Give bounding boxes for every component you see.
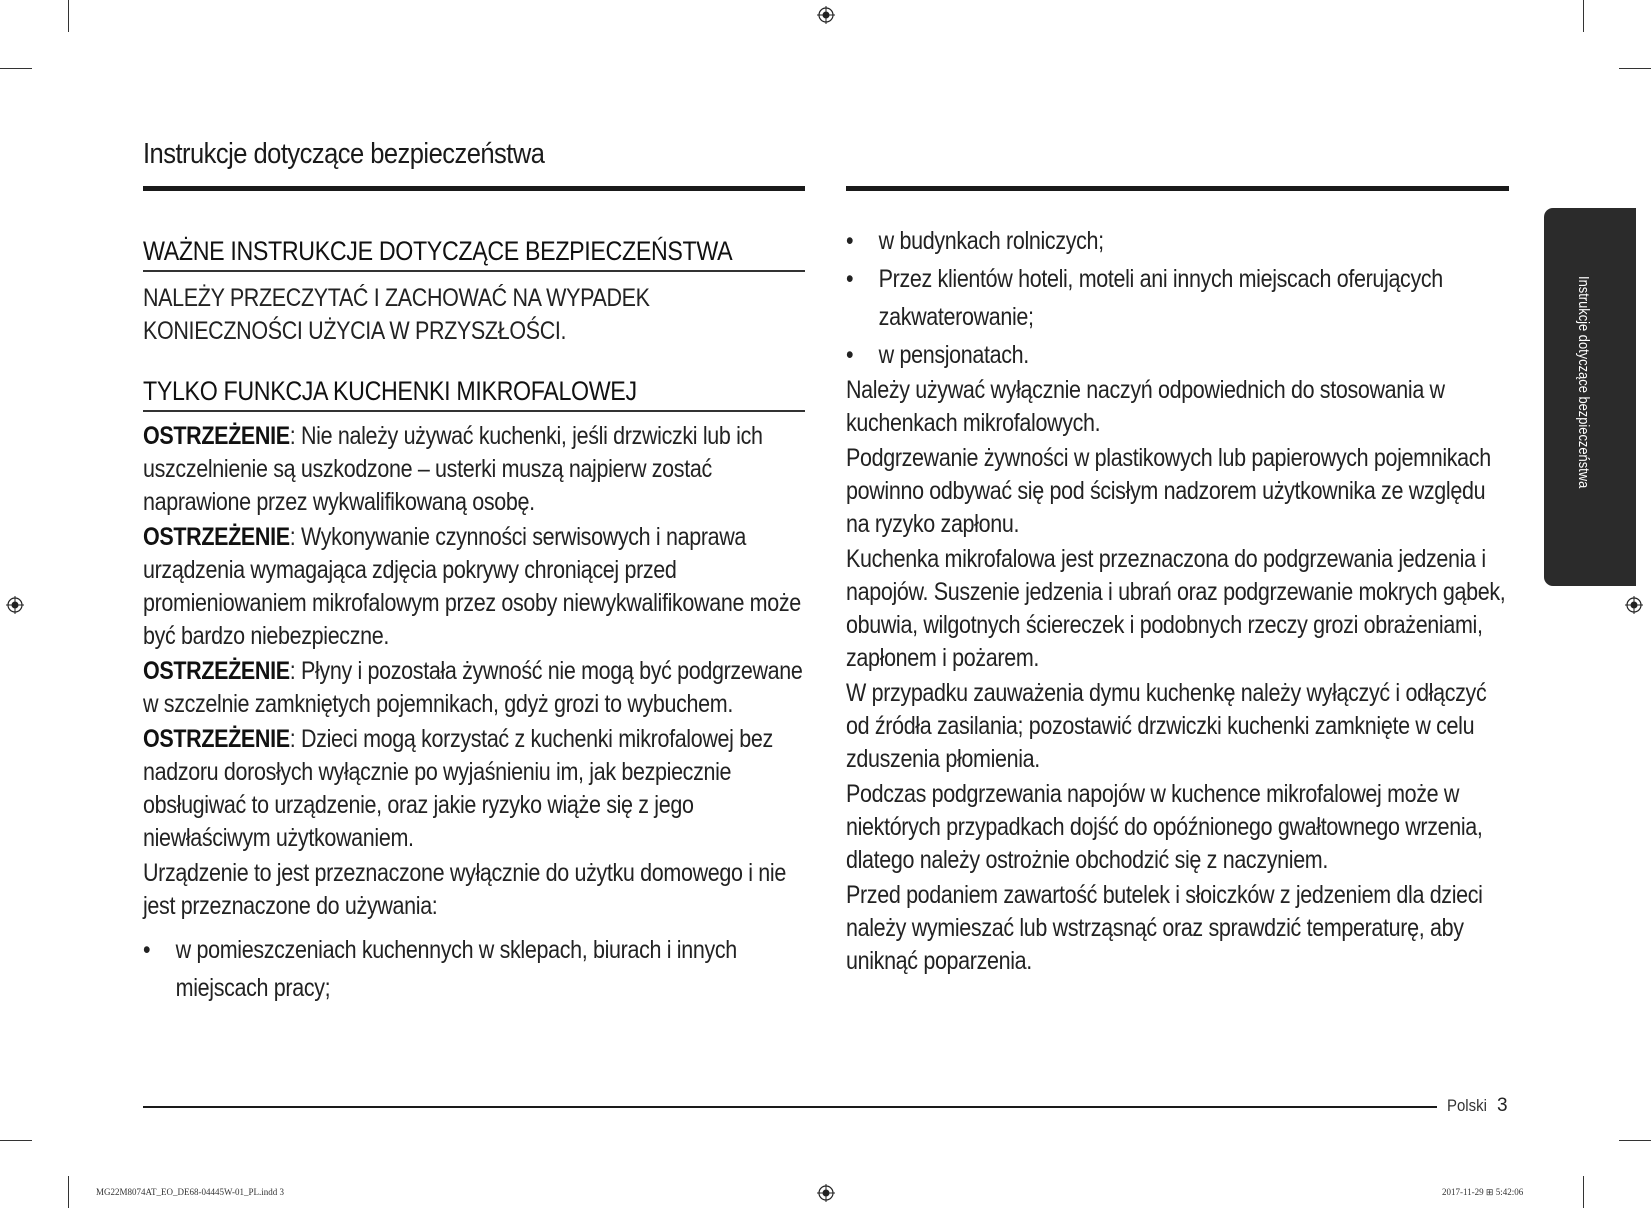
list-item: • Przez klientów hoteli, moteli ani innych miejscach oferujących zakwaterowanie;: [846, 260, 1507, 336]
warning-paragraph: OSTRZEŻENIE: Dzieci mogą korzystać z kuchenki mikrofalowej bez nadzoru dorosłych wyłącznie po wyjaśnieniu im, jak bezpiecznie obsługiwać to urządzenie, oraz jakie ryzyko wiąże się z jego niewłaściwym użytkowaniem.: [143, 725, 773, 852]
read-and-keep-notice: NALEŻY PRZECZYTAĆ I ZACHOWAĆ NA WYPADEK KONIECZNOŚCI UŻYCIA W PRZYSZŁOŚCI.: [143, 284, 650, 345]
right-column: [846, 222, 1509, 980]
crop-mark-top-left: [68, 0, 69, 32]
heading-microwave-only: TYLKO FUNKCJA KUCHENKI MIKROFALOWEJ: [143, 376, 637, 406]
warning-paragraph: OSTRZEŻENIE: Nie należy używać kuchenki, jeśli drzwiczki lub ich uszczelnienie są uszkodzone – usterki muszą najpierw zostać naprawione przez wykwalifikowaną osobę.: [143, 422, 763, 516]
page-number: 3: [1497, 1095, 1508, 1116]
list-item: • w pomieszczeniach kuchennych w sklepach, biurach i innych miejscach pracy;: [143, 931, 803, 1007]
page-title: Instrukcje dotyczące bezpieczeństwa: [143, 138, 545, 170]
bullet-icon: •: [846, 227, 854, 255]
paragraph: Podgrzewanie żywności w plastikowych lub papierowych pojemnikach powinno odbywać się pod ścisłym nadzorem użytkownika ze względu na ryzyko zapłonu.: [846, 444, 1491, 538]
registration-mark-icon: [817, 6, 835, 24]
list-item: • w budynkach rolniczych;: [846, 222, 1507, 260]
slug-filename: MG22M8074AT_EO_DE68-04445W-01_PL.indd 3: [96, 1187, 284, 1197]
list-item: • w pensjonatach.: [846, 336, 1507, 374]
warning-label: OSTRZEŻENIE: [143, 657, 290, 685]
slug-timestamp: 2017-11-29 ⊞ 5:42:06: [1442, 1187, 1524, 1197]
bullet-icon: •: [143, 936, 151, 964]
warning-paragraph: OSTRZEŻENIE: Płyny i pozostała żywność nie mogą być podgrzewane w szczelnie zamkniętych pojemnikach, gdyż grozi to wybuchem.: [143, 657, 803, 718]
paragraph: Podczas podgrzewania napojów w kuchence mikrofalowej może w niektórych przypadkach dojść do opóźnionego gwałtownego wrzenia, dlatego należy ostrożnie obchodzić się z naczyniem.: [846, 780, 1483, 874]
crop-mark-left-bottom: [0, 1140, 32, 1141]
paragraph: Przed podaniem zawartość butelek i słoiczków z jedzeniem dla dzieci należy wymieszać lub wstrząsnąć oraz sprawdzić temperaturę, aby uniknąć poparzenia.: [846, 881, 1483, 975]
paragraph: Kuchenka mikrofalowa jest przeznaczona do podgrzewania jedzenia i napojów. Suszenie jedzenia i ubrań oraz podgrzewanie mokrych gąbek, obuwia, wilgotnych ściereczek i podobnych rzeczy grozi obrażeniami, zapłonem i pożarem.: [846, 545, 1506, 672]
heading-rule: [143, 410, 805, 412]
heading-rule: [143, 270, 805, 272]
warning-label: OSTRZEŻENIE: [143, 523, 290, 551]
crop-mark-left-top: [0, 68, 32, 69]
footer-language: Polski: [1447, 1096, 1487, 1115]
usage-intro: Urządzenie to jest przeznaczone wyłącznie do użytku domowego i nie jest przeznaczone do używania:: [143, 859, 786, 920]
registration-mark-icon: [1625, 596, 1643, 614]
bullet-icon: •: [846, 341, 854, 369]
heading-important-safety: WAŻNE INSTRUKCJE DOTYCZĄCE BEZPIECZEŃSTWA: [143, 236, 733, 266]
crop-mark-bottom-right: [1583, 1176, 1584, 1208]
crop-mark-top-right: [1583, 0, 1584, 32]
warnings-block: [143, 420, 805, 1007]
header-rule-right: [846, 186, 1509, 191]
crop-mark-right-top: [1619, 68, 1651, 69]
footer-rule: [143, 1106, 1437, 1108]
warning-label: OSTRZEŻENIE: [143, 725, 290, 753]
warning-paragraph: OSTRZEŻENIE: Wykonywanie czynności serwisowych i naprawa urządzenia wymagająca zdjęcia pokrywy chroniącej przed promieniowaniem mikrofalowym przez osoby niewykwalifikowane może być bardzo niebezpieczne.: [143, 523, 801, 650]
bullet-icon: •: [846, 265, 854, 293]
crop-mark-right-bottom: [1619, 1140, 1651, 1141]
paragraph: W przypadku zauważenia dymu kuchenkę należy wyłączyć i odłączyć od źródła zasilania; pozostawić drzwiczki kuchenki zamknięte w celu zduszenia płomienia.: [846, 679, 1487, 773]
warning-label: OSTRZEŻENIE: [143, 422, 290, 450]
header-rule-left: [143, 186, 805, 191]
registration-mark-icon: [6, 596, 24, 614]
crop-mark-bottom-left: [68, 1176, 69, 1208]
side-tab-label: Instrukcje dotyczące bezpieczeństwa: [1575, 276, 1592, 489]
registration-mark-icon: [817, 1184, 835, 1202]
paragraph: Należy używać wyłącznie naczyń odpowiednich do stosowania w kuchenkach mikrofalowych.: [846, 376, 1445, 437]
